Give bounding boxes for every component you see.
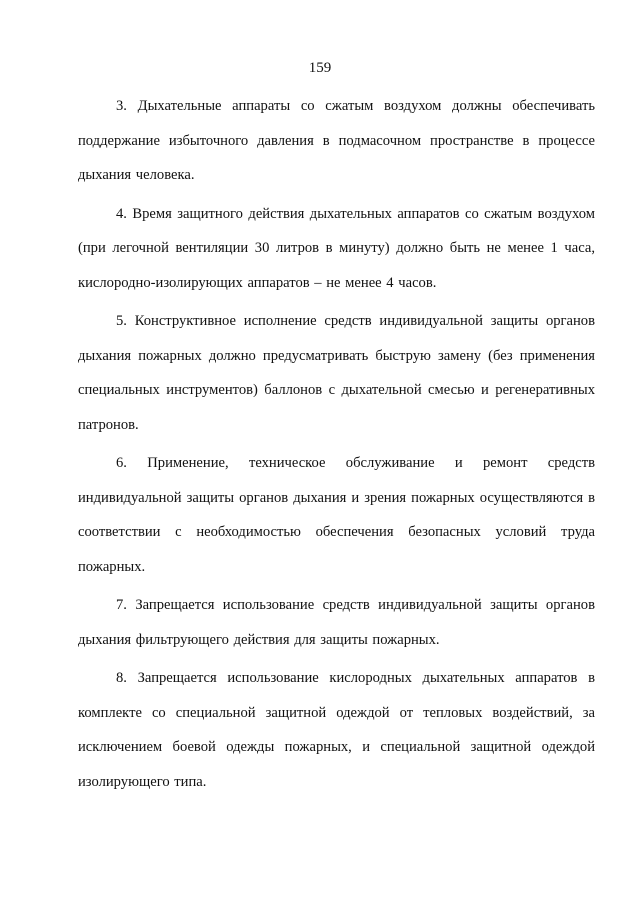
paragraph-4: 4. Время защитного действия дыхательных аппаратов со сжатым воздухом (при легочной вентиляции 30 литров в минуту) должно быть не менее 1 часа, кислородно-изолирующих аппаратов – не менее 4 часов. xyxy=(78,205,595,291)
document-body xyxy=(78,89,595,803)
paragraph-7: 7. Запрещается использование средств индивидуальной защиты органов дыхания фильтрующего действия для защиты пожарных. xyxy=(78,597,595,648)
page-number: 159 xyxy=(308,60,332,76)
paragraph-3: 3. Дыхательные аппараты со сжатым воздухом должны обеспечивать поддержание избыточного давления в подмасочном пространстве в процессе дыхания человека. xyxy=(78,98,595,183)
paragraph-6: 6. Применение, техническое обслуживание и ремонт средств индивидуальной защиты органов дыхания и зрения пожарных осуществляются в соответствии с необходимостью обеспечения безопасных условий труда пожарных. xyxy=(78,455,595,575)
paragraph-8: 8. Запрещается использование кислородных дыхательных аппаратов в комплекте со специальной защитной одеждой от тепловых воздействий, за исключением боевой одежды пожарных, и специальной защитной одеждой изолирующего типа. xyxy=(78,670,595,790)
paragraph-5: 5. Конструктивное исполнение средств индивидуальной защиты органов дыхания пожарных должно предусматривать быструю замену (без применения специальных инструментов) баллонов с дыхательной смесью и регенеративных патронов. xyxy=(78,313,595,433)
